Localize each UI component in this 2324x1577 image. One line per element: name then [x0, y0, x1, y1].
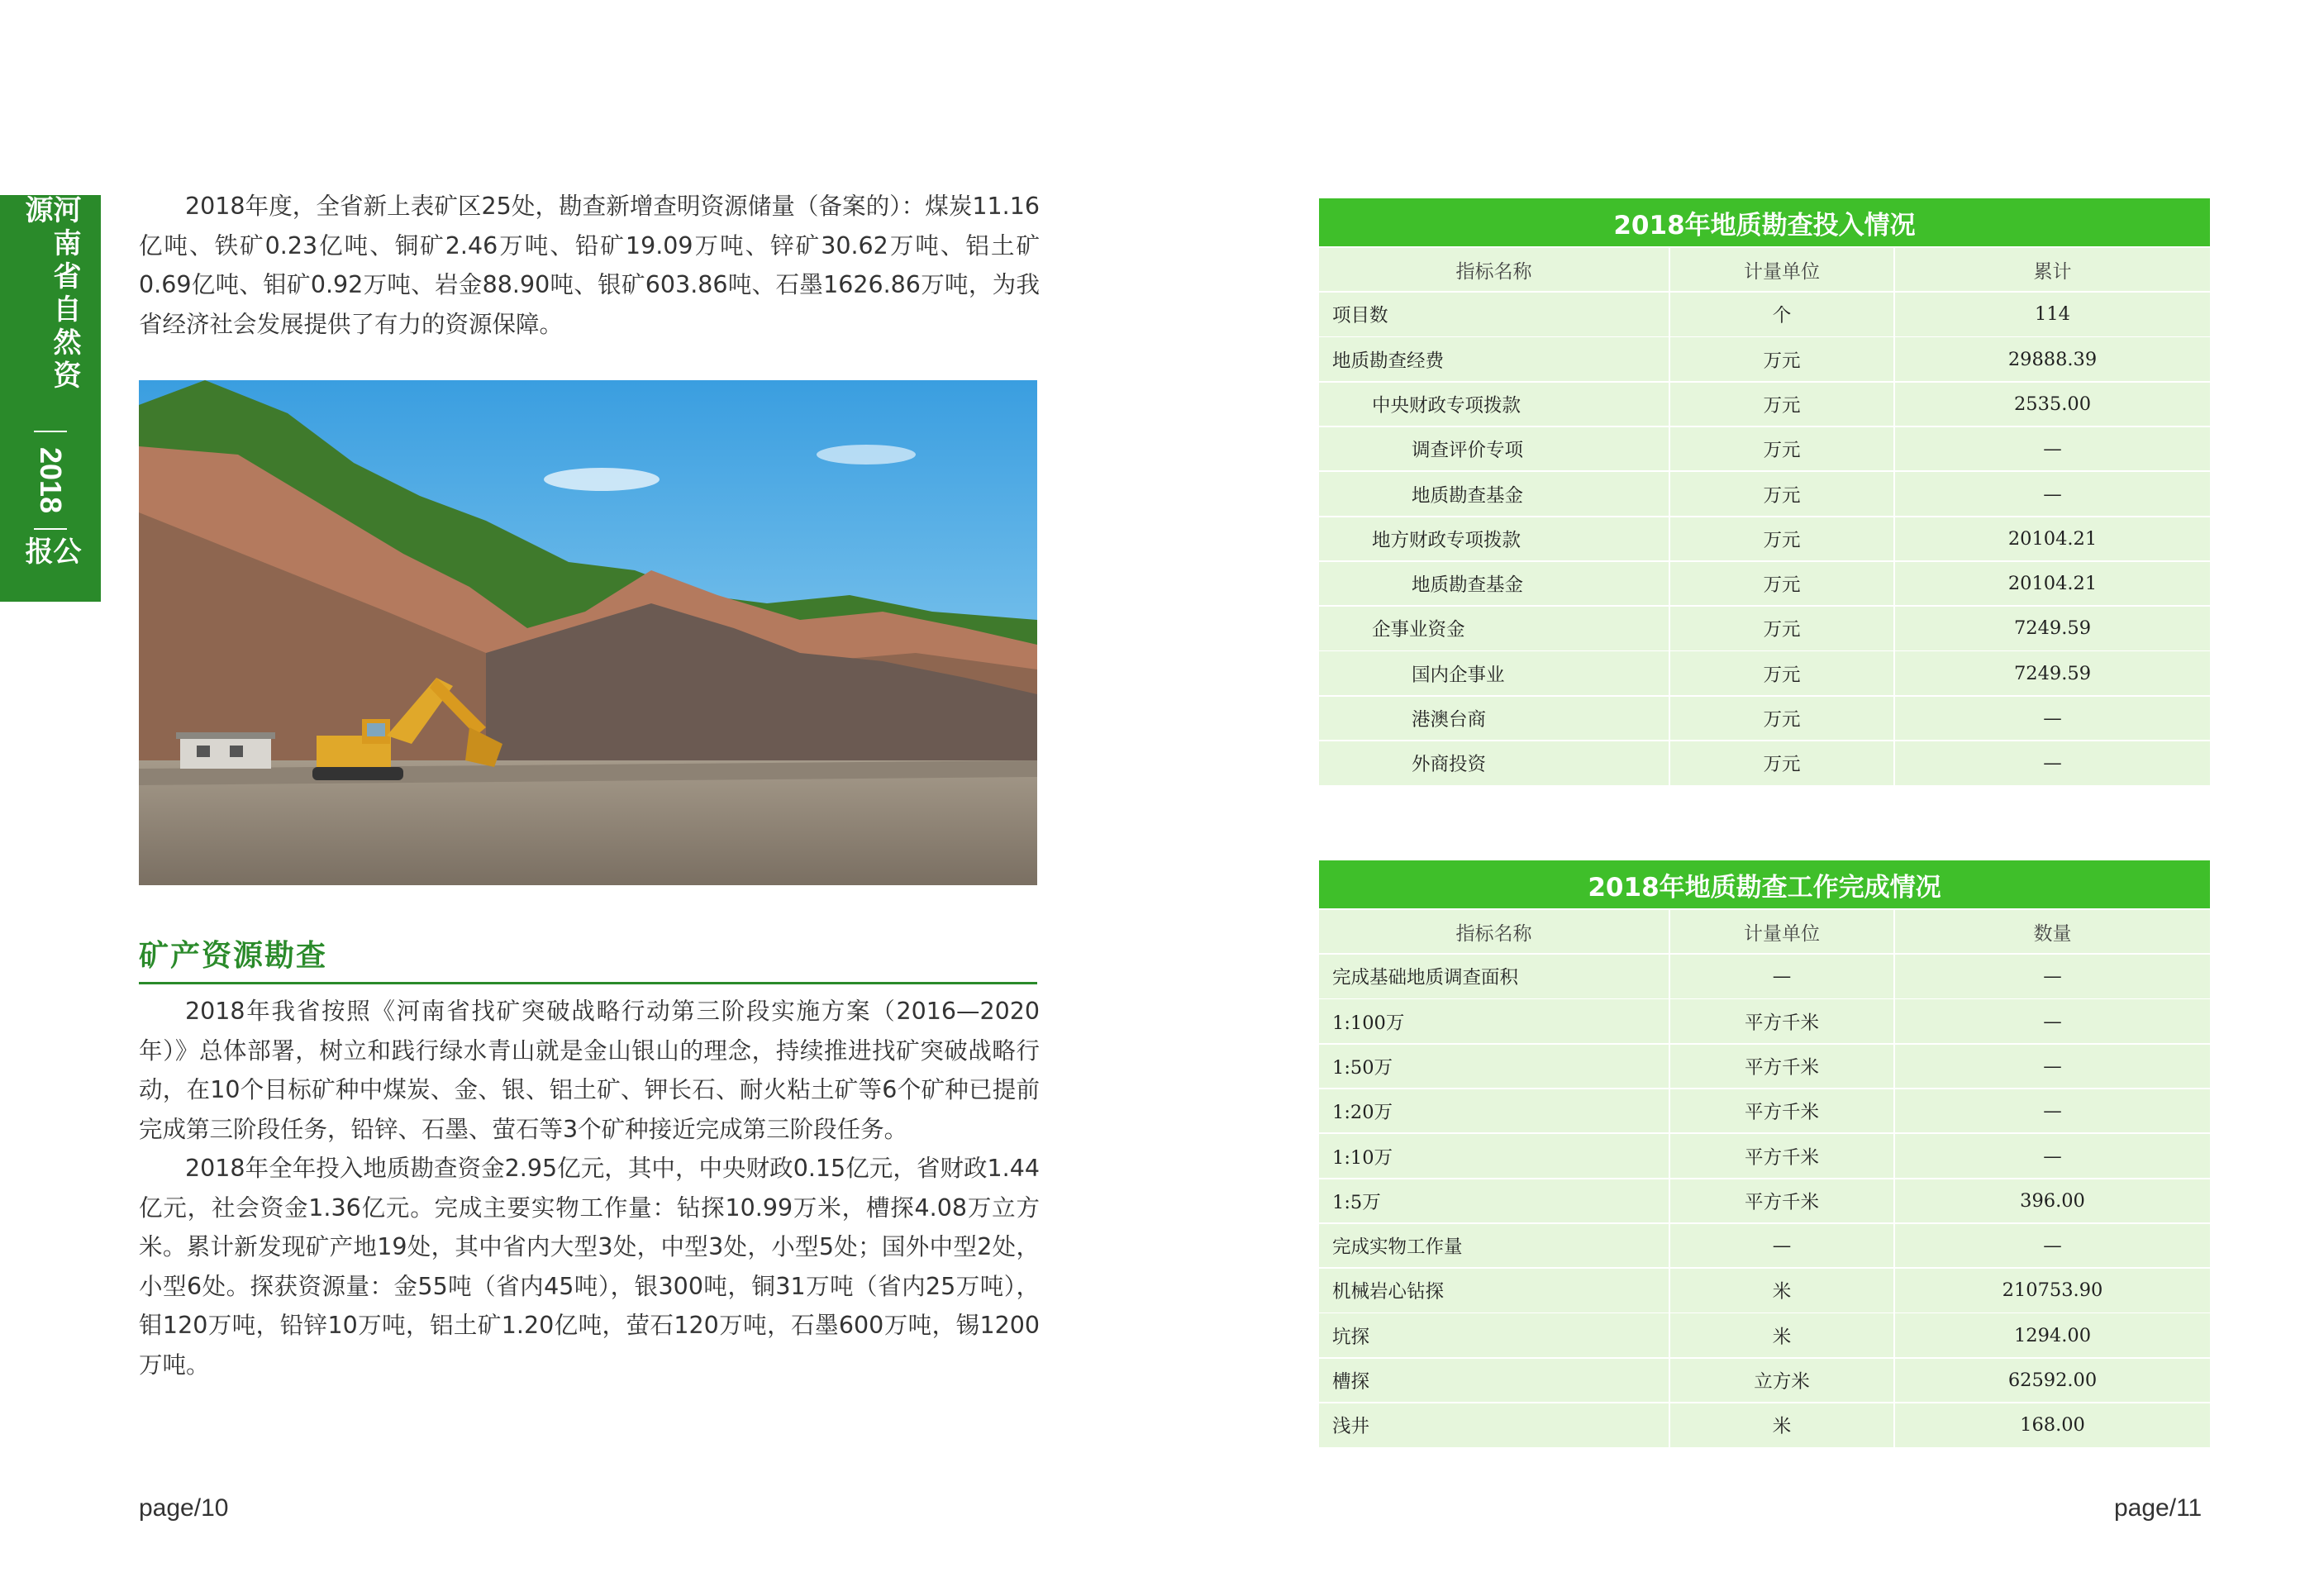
row-value: — [1895, 697, 2210, 741]
row-unit: 万元 [1670, 651, 1893, 695]
row-name: 地质勘查基金 [1319, 472, 1669, 516]
body-paragraph-1: 2018年我省按照《河南省找矿突破战略行动第三阶段实施方案（2016—2020年）》总体部署，树立和践行绿水青山就是金山银山的理念，持续推进找矿突破战略行动，在10个目标矿种中煤炭、金、银、铝土矿、钾长石、耐火粘土矿等6个矿种已提前完成第三阶段任务，铅锌、石墨、萤石等3个矿种接近完成第三阶段任务。 [139, 998, 1040, 1143]
row-value: 168.00 [1895, 1403, 2210, 1447]
side-tab-divider [34, 528, 67, 530]
body-paragraphs [139, 992, 1040, 1384]
row-unit: 平方千米 [1670, 1134, 1893, 1178]
table-row [1319, 1359, 2210, 1403]
row-value: — [1895, 1045, 2210, 1089]
header-unit: 计量单位 [1670, 910, 1893, 954]
row-name: 1:20万 [1319, 1089, 1669, 1133]
header-value: 数量 [1895, 910, 2210, 954]
intro-text: 2018年度，全省新上表矿区25处，勘查新增查明资源储量（备案的）：煤炭11.16亿吨、铁矿0.23亿吨、铜矿2.46万吨、铅矿19.09万吨、锌矿30.62万吨、铝土矿0.69亿吨、钼矿0.92万吨、岩金88.90吨、银矿603.86吨、石墨1626.86万吨，为我省经济社会发展提供了有力的资源保障。 [139, 193, 1040, 338]
table-title: 2018年地质勘查工作完成情况 [1319, 860, 2210, 908]
row-unit: 平方千米 [1670, 999, 1893, 1043]
row-value: 20104.21 [1895, 562, 2210, 606]
section-title-text: 矿产资源勘查 [139, 939, 328, 973]
row-unit: 万元 [1670, 472, 1893, 516]
row-unit: 万元 [1670, 607, 1893, 650]
row-name: 外商投资 [1319, 741, 1669, 785]
row-name: 中央财政专项拨款 [1319, 383, 1669, 426]
row-unit: 万元 [1670, 383, 1893, 426]
row-name: 港澳台商 [1319, 697, 1669, 741]
row-value: — [1895, 1134, 2210, 1178]
row-name: 企事业资金 [1319, 607, 1669, 650]
table-header-row [1319, 910, 2210, 954]
table-row [1319, 697, 2210, 741]
row-unit: 立方米 [1670, 1359, 1893, 1403]
table-row [1319, 1134, 2210, 1178]
table-row [1319, 1269, 2210, 1313]
row-value: — [1895, 999, 2210, 1043]
row-unit: 平方千米 [1670, 1045, 1893, 1089]
row-name: 槽探 [1319, 1359, 1669, 1403]
row-name: 1:50万 [1319, 1045, 1669, 1089]
table-investment [1319, 198, 2210, 785]
row-unit: 米 [1670, 1313, 1893, 1357]
row-name: 地方财政专项拨款 [1319, 517, 1669, 561]
side-tab-year: 2018 [34, 446, 68, 513]
table-header-row [1319, 248, 2210, 292]
side-tab-title: 河南省自然资源 [20, 195, 81, 393]
row-name: 地质勘查经费 [1319, 337, 1669, 381]
row-name: 1:5万 [1319, 1179, 1669, 1223]
section-title [139, 932, 1037, 984]
table-title: 2018年地质勘查投入情况 [1319, 198, 2210, 246]
row-value: 62592.00 [1895, 1359, 2210, 1403]
table-row [1319, 1403, 2210, 1447]
row-value: — [1895, 1224, 2210, 1268]
row-name: 1:100万 [1319, 999, 1669, 1043]
table-work-completed [1319, 860, 2210, 1447]
row-value: 7249.59 [1895, 607, 2210, 650]
page-number-right: page/11 [2114, 1494, 2203, 1522]
table-row [1319, 427, 2210, 471]
table-row [1319, 999, 2210, 1043]
table-row [1319, 741, 2210, 785]
table-row [1319, 955, 2210, 998]
table-row [1319, 1089, 2210, 1133]
header-unit: 计量单位 [1670, 248, 1893, 292]
row-name: 地质勘查基金 [1319, 562, 1669, 606]
row-name: 浅井 [1319, 1403, 1669, 1447]
header-name: 指标名称 [1319, 910, 1669, 954]
row-unit: 万元 [1670, 517, 1893, 561]
table-row [1319, 472, 2210, 516]
table-row [1319, 383, 2210, 426]
row-value: 1294.00 [1895, 1313, 2210, 1357]
table-row [1319, 651, 2210, 695]
body-paragraph-2: 2018年全年投入地质勘查资金2.95亿元，其中，中央财政0.15亿元，省财政1.44亿元，社会资金1.36亿元。完成主要实物工作量：钻探10.99万米，槽探4.08万立方米。累计新发现矿产地19处，其中省内大型3处，中型3处，小型5处；国外中型2处，小型6处。探获资源量：金55吨（省内45吨），银300吨，铜31万吨（省内25万吨），钼120万吨，铅锌10万吨，铝土矿1.20亿吨，萤石120万吨，石墨600万吨，锡1200万吨。 [139, 1155, 1040, 1379]
row-value: — [1895, 741, 2210, 785]
row-value: 29888.39 [1895, 337, 2210, 381]
table-row [1319, 337, 2210, 381]
row-name: 完成基础地质调查面积 [1319, 955, 1669, 998]
row-value: 396.00 [1895, 1179, 2210, 1223]
row-unit: 万元 [1670, 562, 1893, 606]
table-row [1319, 517, 2210, 561]
row-name: 调查评价专项 [1319, 427, 1669, 471]
row-unit: 万元 [1670, 337, 1893, 381]
row-name: 机械岩心钻探 [1319, 1269, 1669, 1313]
row-value: 2535.00 [1895, 383, 2210, 426]
side-tab [0, 195, 101, 602]
header-value: 累计 [1895, 248, 2210, 292]
row-unit: 万元 [1670, 427, 1893, 471]
row-value: — [1895, 427, 2210, 471]
row-value: 210753.90 [1895, 1269, 2210, 1313]
row-value: 114 [1895, 293, 2210, 336]
row-unit: — [1670, 1224, 1893, 1268]
row-unit: 平方千米 [1670, 1089, 1893, 1133]
table-row [1319, 1224, 2210, 1268]
row-value: — [1895, 955, 2210, 998]
row-name: 1:10万 [1319, 1134, 1669, 1178]
row-value: — [1895, 472, 2210, 516]
row-unit: 万元 [1670, 697, 1893, 741]
row-unit: 米 [1670, 1269, 1893, 1313]
row-unit: 米 [1670, 1403, 1893, 1447]
side-tab-subtitle: 公报 [20, 536, 81, 569]
row-unit: 万元 [1670, 741, 1893, 785]
row-name: 完成实物工作量 [1319, 1224, 1669, 1268]
header-name: 指标名称 [1319, 248, 1669, 292]
row-unit: — [1670, 955, 1893, 998]
side-tab-divider [34, 431, 67, 432]
intro-paragraph [139, 187, 1040, 344]
row-name: 项目数 [1319, 293, 1669, 336]
row-unit: 平方千米 [1670, 1179, 1893, 1223]
table-row [1319, 293, 2210, 336]
row-name: 国内企事业 [1319, 651, 1669, 695]
row-unit: 个 [1670, 293, 1893, 336]
table-row [1319, 607, 2210, 650]
row-value: 7249.59 [1895, 651, 2210, 695]
table-row [1319, 1313, 2210, 1357]
row-name: 坑探 [1319, 1313, 1669, 1357]
row-value: — [1895, 1089, 2210, 1133]
page-number-left: page/10 [139, 1494, 229, 1522]
row-value: 20104.21 [1895, 517, 2210, 561]
mine-photo [139, 380, 1037, 885]
table-row [1319, 1179, 2210, 1223]
table-row [1319, 1045, 2210, 1089]
table-row [1319, 562, 2210, 606]
